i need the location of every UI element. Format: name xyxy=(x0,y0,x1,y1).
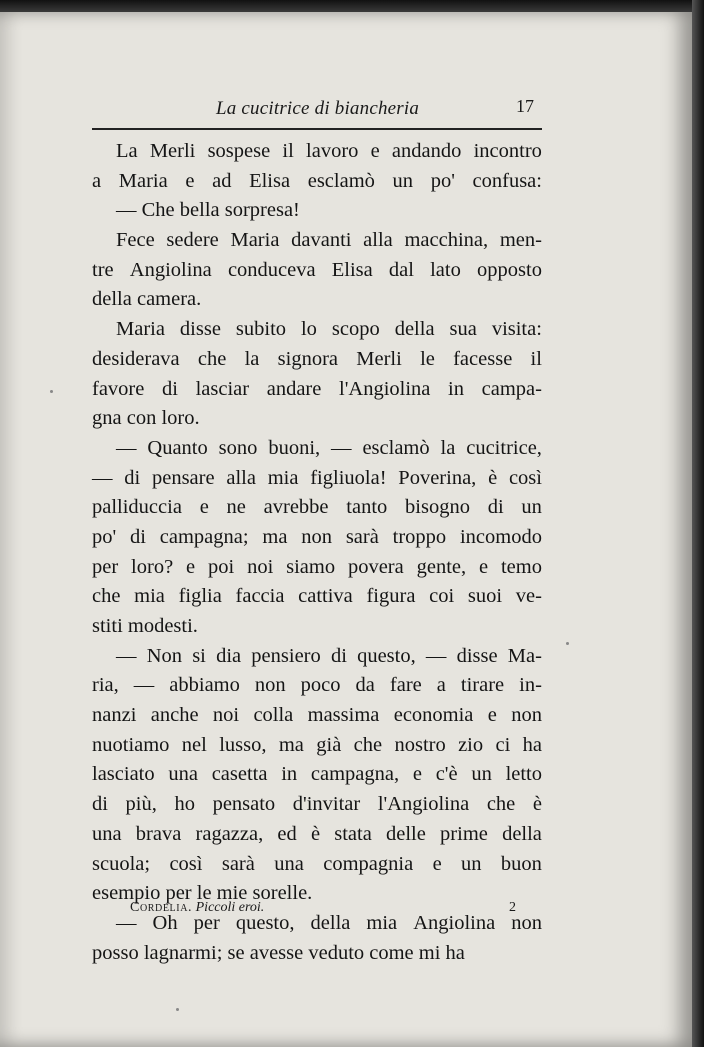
page-number: 17 xyxy=(516,96,534,116)
word: delle xyxy=(386,822,426,845)
running-title: La cucitrice di biancheria xyxy=(216,98,420,119)
word: ed xyxy=(277,822,297,845)
text-line xyxy=(92,850,542,880)
text-line xyxy=(92,137,542,167)
word: abbiamo xyxy=(169,674,240,697)
word: pensiero xyxy=(251,644,321,667)
scan-right-edge xyxy=(692,0,704,1047)
text-line xyxy=(92,464,542,494)
word: che xyxy=(92,585,121,608)
word: l'Angiolina xyxy=(377,793,470,816)
word: Poverina, xyxy=(398,466,477,489)
word: non xyxy=(254,674,286,697)
word: esclamò xyxy=(362,436,430,459)
word: ci xyxy=(495,733,511,756)
word: della xyxy=(310,911,351,934)
word: alla xyxy=(226,466,256,489)
word: subito xyxy=(235,318,287,341)
word: per xyxy=(193,911,220,934)
word: ho xyxy=(174,793,195,816)
paper-speck xyxy=(50,390,53,393)
word: buoni, xyxy=(268,436,321,459)
word: Maria xyxy=(116,318,165,341)
word: di xyxy=(487,496,504,519)
text-line xyxy=(92,345,542,375)
footer-citation xyxy=(130,900,264,916)
word: più, xyxy=(125,793,157,816)
word: fare xyxy=(389,674,422,697)
word: ne xyxy=(226,496,246,519)
word: Elisa xyxy=(249,169,291,192)
word: temo xyxy=(500,555,542,578)
word: che xyxy=(197,347,227,370)
word: una xyxy=(168,763,198,786)
word: c'è xyxy=(435,763,458,786)
word: sedere xyxy=(166,229,219,252)
book-page xyxy=(0,10,694,1047)
word: andare xyxy=(266,377,322,400)
word: nel xyxy=(181,733,207,756)
word: figliuola! xyxy=(310,466,387,489)
word: davanti xyxy=(291,229,352,252)
word: incomodo xyxy=(459,525,542,548)
word: stata xyxy=(334,822,372,845)
word: da xyxy=(355,674,375,697)
word: Non xyxy=(146,644,182,667)
word: Merli xyxy=(149,140,196,162)
word: siamo xyxy=(286,555,336,578)
word: noi xyxy=(247,555,274,578)
word: e xyxy=(199,496,209,519)
word: favore xyxy=(92,377,145,400)
word: ria, xyxy=(92,674,119,697)
word: confusa: xyxy=(472,169,542,192)
text-line: esempio per le mie sorelle. xyxy=(92,882,313,905)
word: opposto xyxy=(477,258,542,281)
word: è xyxy=(310,822,321,845)
word: sarà xyxy=(221,852,255,875)
word: nostro xyxy=(394,733,446,756)
word: e xyxy=(478,555,489,578)
word: — xyxy=(133,674,155,697)
text-line: — Che bella sorpresa! xyxy=(116,199,300,222)
scan-top-edge xyxy=(0,0,704,12)
word: di xyxy=(92,793,108,816)
word: desiderava xyxy=(92,347,180,370)
text-line: gna con loro. xyxy=(92,407,200,430)
word: l'Angiolina xyxy=(339,377,431,400)
word: pensato xyxy=(212,793,276,816)
text-line xyxy=(92,434,542,464)
word: e xyxy=(370,140,380,162)
text-line xyxy=(92,642,542,672)
text-line xyxy=(92,671,542,701)
word: campagna; xyxy=(159,525,249,548)
word: e xyxy=(412,763,422,786)
word: macchina, xyxy=(404,229,489,252)
word: disse xyxy=(179,318,221,341)
word: — xyxy=(116,911,137,934)
word: e xyxy=(185,169,195,192)
word: — xyxy=(116,436,137,459)
word: questo, xyxy=(357,644,416,667)
text-line xyxy=(92,167,542,197)
word: compagnia xyxy=(323,852,414,875)
text-line xyxy=(92,256,542,286)
word: la xyxy=(244,347,260,370)
word: già xyxy=(316,733,342,756)
word: prime xyxy=(440,822,488,845)
word: disse xyxy=(456,644,498,667)
word: pensare xyxy=(151,466,215,489)
word: di xyxy=(162,377,178,400)
word: Elisa xyxy=(331,258,373,281)
word: — xyxy=(331,436,352,459)
word: signora xyxy=(277,347,339,370)
word: gente, xyxy=(416,555,467,578)
word: mia xyxy=(134,585,165,608)
word: ha xyxy=(522,733,542,756)
word: campagna, xyxy=(310,763,400,786)
word: dal xyxy=(388,258,414,281)
word: — xyxy=(92,466,113,489)
word: cucitrice, xyxy=(466,436,542,459)
word: e xyxy=(186,555,196,578)
word: poi xyxy=(208,555,235,578)
word: scuola; xyxy=(92,852,151,875)
text-line xyxy=(92,790,542,820)
word: scopo xyxy=(331,318,380,341)
text-line xyxy=(92,820,542,850)
text-line: posso lagnarmi; se avesse veduto come mi ha xyxy=(92,941,465,964)
word: Oh xyxy=(152,911,178,934)
word: di xyxy=(330,644,347,667)
word: ragazza, xyxy=(195,822,264,845)
text-line xyxy=(92,523,542,553)
word: questo, xyxy=(235,911,295,934)
word: — xyxy=(425,644,447,667)
word: nuotiamo xyxy=(92,733,170,756)
word: lasciato xyxy=(92,763,155,786)
word: mia xyxy=(366,911,398,934)
word: figura xyxy=(366,585,416,608)
text-line xyxy=(92,315,542,345)
word: noi xyxy=(212,704,240,727)
text-line: stiti modesti. xyxy=(92,615,198,637)
word: dia xyxy=(216,644,242,667)
word: tanto xyxy=(346,496,388,519)
word: Quanto xyxy=(147,436,208,459)
word: a xyxy=(92,169,102,192)
word: visita: xyxy=(491,318,542,341)
word: ma xyxy=(278,733,304,756)
word: così xyxy=(169,852,203,875)
word: in xyxy=(281,763,298,786)
word: massima xyxy=(307,704,380,727)
word: così xyxy=(508,466,542,489)
word: Merli xyxy=(356,347,402,370)
word: lasciar xyxy=(195,377,250,400)
word: La xyxy=(116,140,138,162)
word: una xyxy=(92,822,122,845)
word: di xyxy=(130,525,146,548)
word: sono xyxy=(218,436,258,459)
word: sarà xyxy=(345,525,379,548)
word: po' xyxy=(92,525,117,548)
word: sua xyxy=(449,318,477,341)
text-line xyxy=(92,493,542,523)
word: economia xyxy=(393,704,474,727)
word: esclamò xyxy=(307,169,375,192)
word: della xyxy=(502,822,542,845)
word: brava xyxy=(135,822,182,845)
body-text xyxy=(92,137,542,968)
word: si xyxy=(192,644,206,667)
word: zio xyxy=(458,733,484,756)
word: e xyxy=(487,704,497,727)
word: a xyxy=(436,674,446,697)
word: ad xyxy=(212,169,232,192)
word: tirare xyxy=(460,674,505,697)
word: faccia xyxy=(235,585,285,608)
word: suoi xyxy=(467,585,503,608)
word: anche xyxy=(150,704,199,727)
word: men- xyxy=(499,229,542,252)
word: un xyxy=(461,852,482,875)
header-rule xyxy=(92,128,542,130)
word: loro? xyxy=(131,555,174,578)
word: palliduccia xyxy=(92,496,182,519)
word: in- xyxy=(519,674,542,697)
word: Maria xyxy=(230,229,280,252)
word: coi xyxy=(429,585,455,608)
word: lo xyxy=(300,318,317,341)
word: il xyxy=(282,140,294,162)
text-line xyxy=(92,701,542,731)
paper-speck xyxy=(176,1008,179,1011)
word: — xyxy=(116,644,137,667)
word: è xyxy=(532,793,542,816)
word: e xyxy=(432,852,442,875)
text-line xyxy=(92,760,542,790)
footer-author: Cordelia. xyxy=(130,900,193,915)
word: nanzi xyxy=(92,704,137,727)
word: poco xyxy=(300,674,341,697)
word: sospese xyxy=(207,140,271,162)
word: le xyxy=(420,347,435,370)
word: facesse xyxy=(453,347,513,370)
signature-mark: 2 xyxy=(509,900,516,915)
word: po' xyxy=(430,169,455,192)
word: incontro xyxy=(473,140,542,162)
word: non xyxy=(301,525,332,548)
word: non xyxy=(511,704,542,727)
word: buon xyxy=(500,852,542,875)
word: bisogno xyxy=(405,496,470,519)
word: avrebbe xyxy=(263,496,329,519)
word: un xyxy=(392,169,414,192)
word: un xyxy=(521,496,542,519)
word: Angiolina xyxy=(129,258,212,281)
word: lavoro xyxy=(306,140,359,162)
word: cattiva xyxy=(298,585,353,608)
word: tre xyxy=(92,258,114,281)
word: una xyxy=(274,852,304,875)
word: Angiolina xyxy=(413,911,496,934)
paper-speck xyxy=(566,642,569,645)
text-line xyxy=(92,731,542,761)
word: è xyxy=(488,466,498,489)
word: un xyxy=(471,763,492,786)
word: ma xyxy=(262,525,288,548)
word: della xyxy=(394,318,435,341)
text-line xyxy=(92,553,542,583)
word: di xyxy=(124,466,141,489)
word: Fece xyxy=(116,229,155,252)
word: lusso, xyxy=(219,733,267,756)
page-footer xyxy=(130,900,520,924)
word: il xyxy=(530,347,542,370)
word: ve- xyxy=(515,585,542,608)
word: che xyxy=(353,733,383,756)
word: conduceva xyxy=(227,258,316,281)
word: colla xyxy=(253,704,294,727)
text-line xyxy=(92,582,542,612)
word: Ma- xyxy=(507,644,542,667)
footer-book-title: Piccoli eroi. xyxy=(195,900,265,915)
text-line: della camera. xyxy=(92,288,202,311)
word: Maria xyxy=(118,169,168,192)
word: campa- xyxy=(481,377,542,400)
word: mia xyxy=(267,466,299,489)
word: la xyxy=(440,436,456,459)
text-line xyxy=(92,375,542,405)
word: lato xyxy=(430,258,461,281)
word: non xyxy=(511,911,542,934)
word: letto xyxy=(505,763,542,786)
word: andando xyxy=(391,140,462,162)
running-head xyxy=(92,86,542,119)
word: che xyxy=(486,793,516,816)
word: d'invitar xyxy=(292,793,361,816)
word: casetta xyxy=(211,763,268,786)
word: per xyxy=(92,555,119,578)
text-line xyxy=(92,226,542,256)
word: povera xyxy=(347,555,404,578)
word: figlia xyxy=(178,585,222,608)
word: alla xyxy=(363,229,393,252)
word: troppo xyxy=(392,525,447,548)
word: in xyxy=(448,377,464,400)
